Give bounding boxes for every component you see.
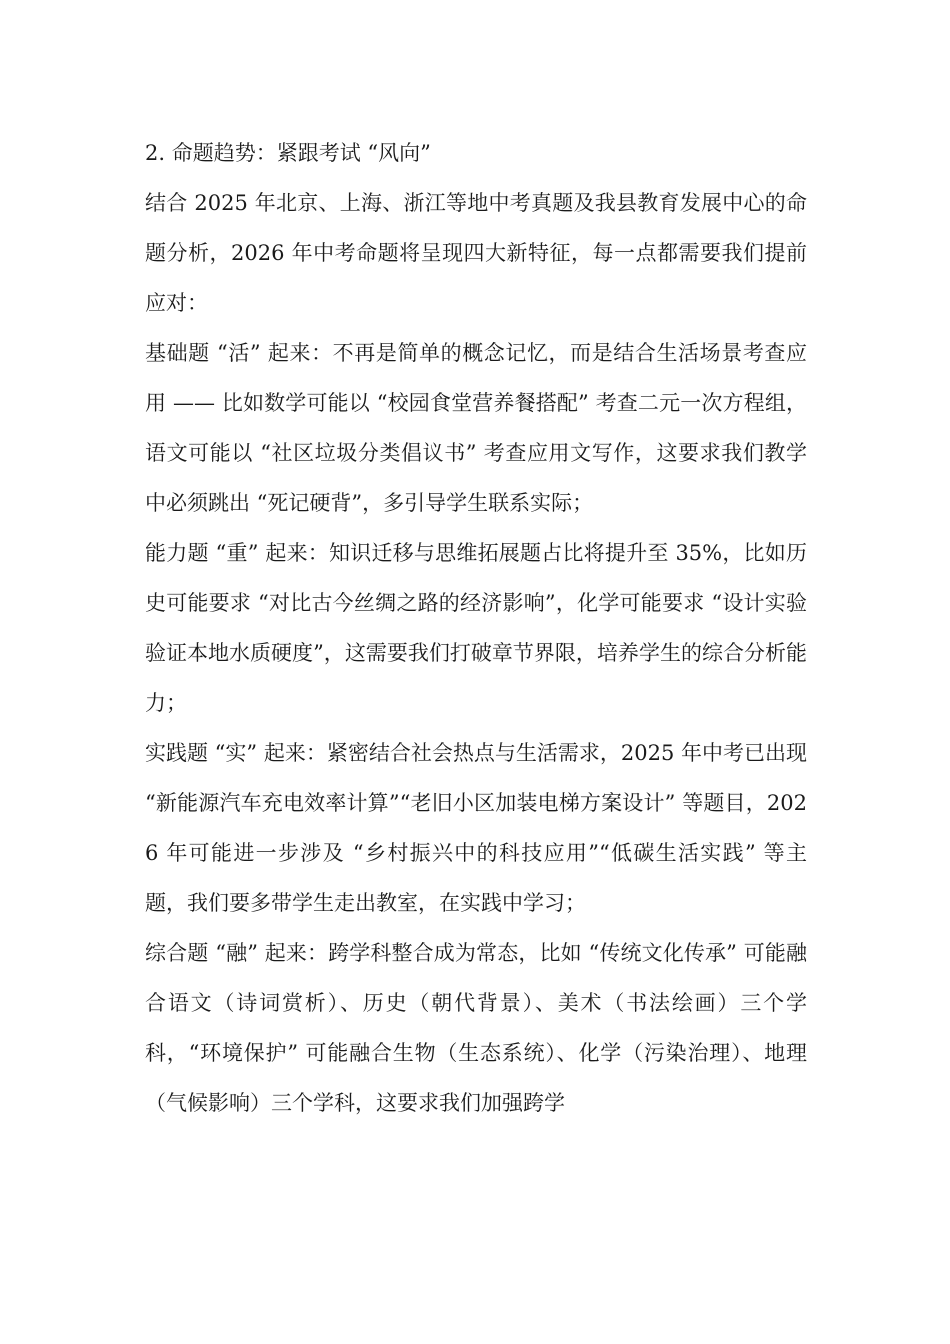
section-heading: 2. 命题趋势：紧跟考试 “风向” — [145, 141, 431, 165]
paragraph-intro: 结合 2025 年北京、上海、浙江等地中考真题及我县教育发展中心的命题分析，2026 年中考命题将呈现四大新特征，每一点都需要我们提前应对： — [145, 191, 807, 315]
paragraph-ability-questions: 能力题 “重” 起来：知识迁移与思维拓展题占比将提升至 35%，比如历史可能要求 “对比古今丝绸之路的经济影响”，化学可能要求 “设计实验验证本地水质硬度”，这需要我们打破章节界限，培养学生的综合分析能力； — [145, 541, 807, 715]
paragraph-basic-questions: 基础题 “活” 起来：不再是简单的概念记忆，而是结合生活场景考查应用 —— 比如数学可能以 “校园食堂营养餐搭配” 考查二元一次方程组，语文可能以 “社区垃圾分类倡议书” 考查应用文写作，这要求我们教学中必须跳出 “死记硬背”，多引导学生联系实际； — [145, 341, 807, 515]
document-page — [145, 128, 807, 1128]
paragraph-comprehensive-questions: 综合题 “融” 起来：跨学科整合成为常态，比如 “传统文化传承” 可能融合语文（诗词赏析）、历史（朝代背景）、美术（书法绘画）三个学科，“环境保护” 可能融合生物（生态系统）、化学（污染治理）、地理（气候影响）三个学科，这要求我们加强跨学 — [145, 941, 807, 1115]
paragraph-practice-questions: 实践题 “实” 起来：紧密结合社会热点与生活需求，2025 年中考已出现 “新能源汽车充电效率计算”“老旧小区加装电梯方案设计” 等题目，2026 年可能进一步涉及 “乡村振兴中的科技应用”“低碳生活实践” 等主题，我们要多带学生走出教室，在实践中学习； — [145, 741, 807, 915]
